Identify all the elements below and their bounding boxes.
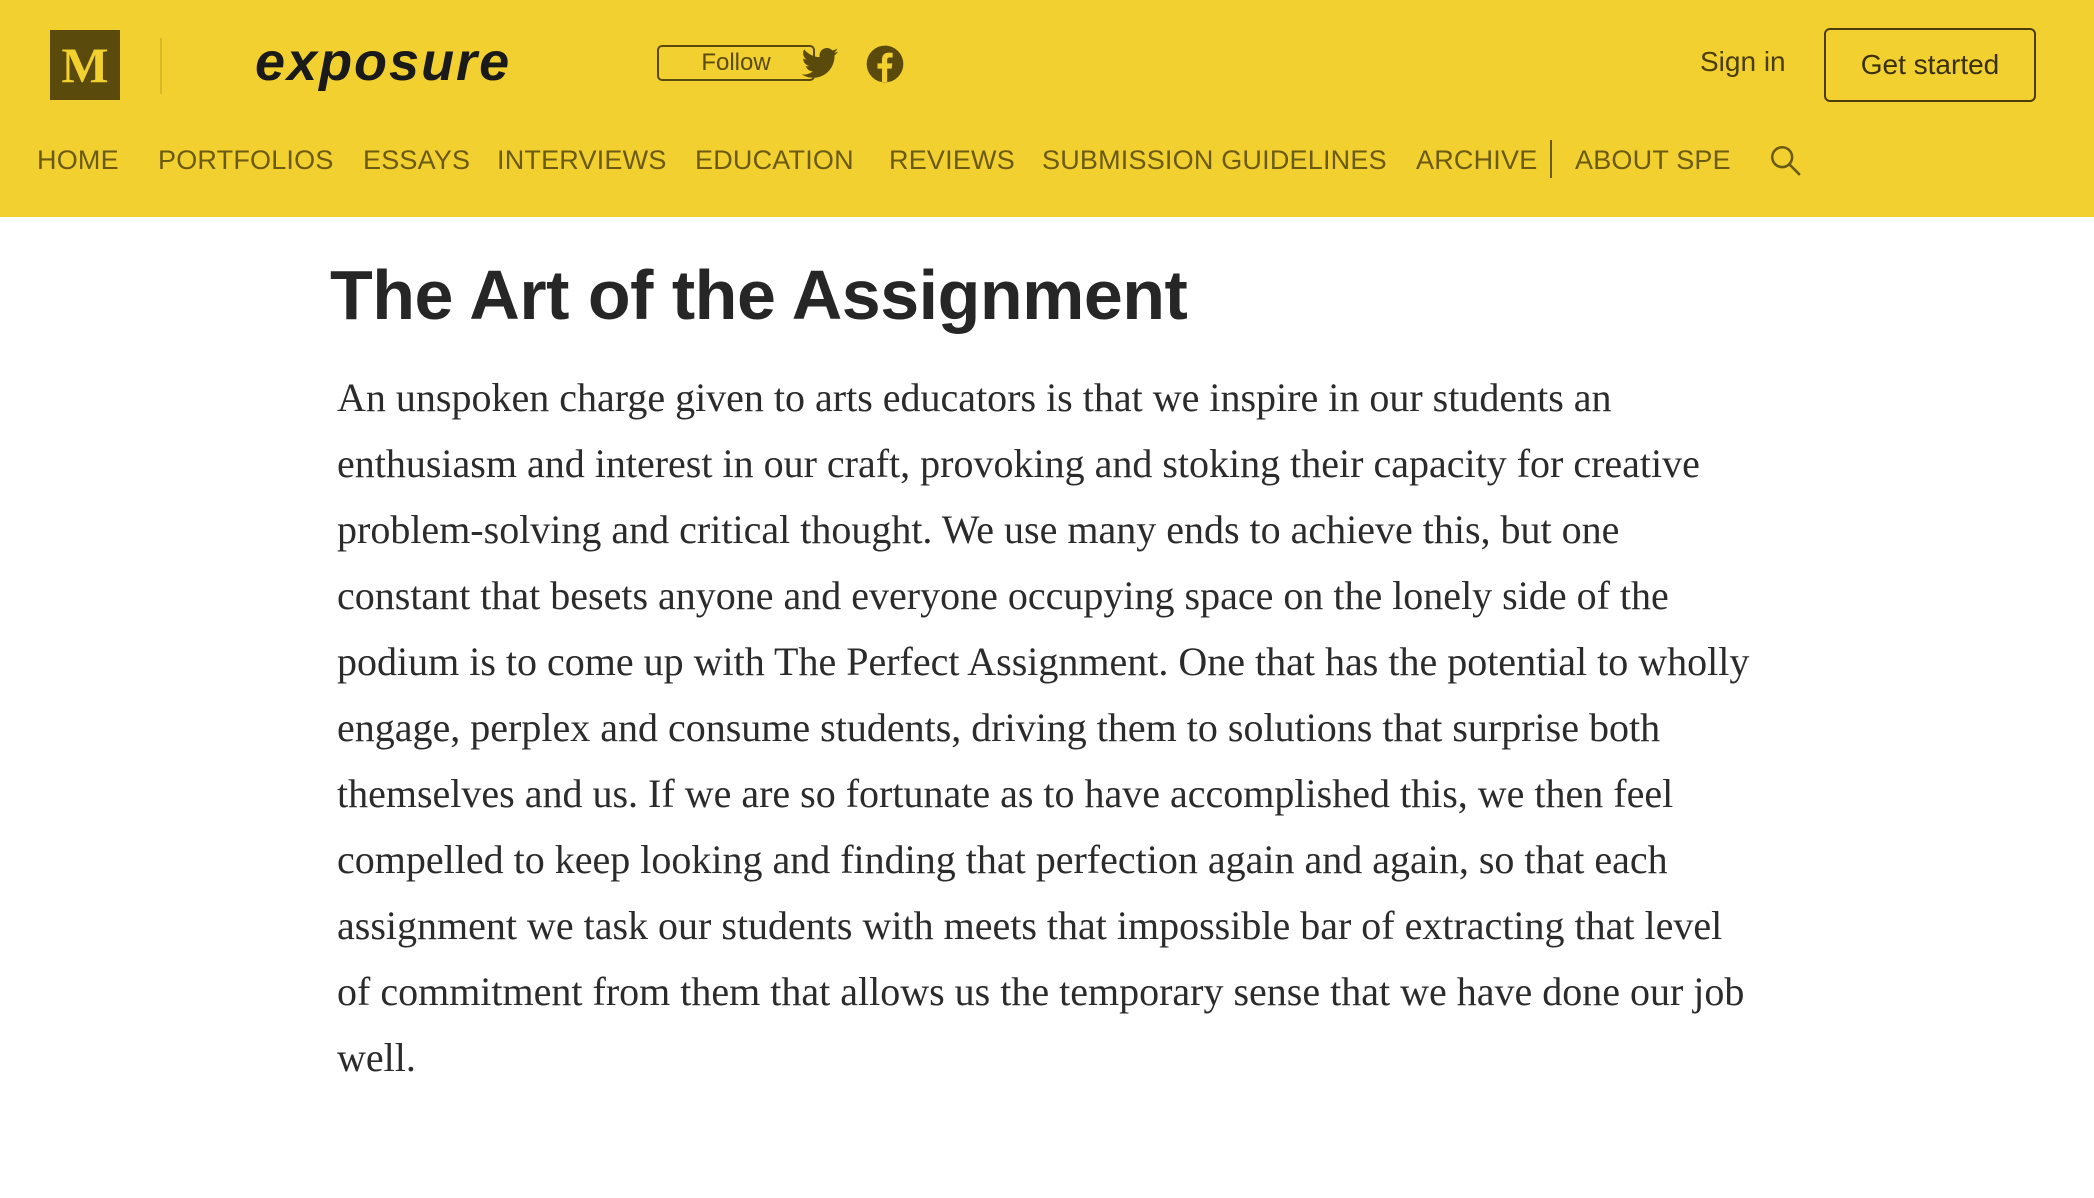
nav-item-submission-guidelines[interactable]: SUBMISSION GUIDELINES (1042, 145, 1387, 175)
nav-item-essays[interactable]: ESSAYS (363, 145, 471, 175)
nav-item-interviews[interactable]: INTERVIEWS (497, 145, 667, 175)
nav-item-portfolios[interactable]: PORTFOLIOS (158, 145, 334, 175)
publication-name[interactable]: exposure (255, 32, 512, 92)
follow-button[interactable]: Follow (657, 45, 815, 81)
article-title: The Art of the Assignment (330, 256, 1188, 334)
get-started-button[interactable]: Get started (1824, 28, 2036, 102)
logo-divider (160, 38, 162, 94)
search-icon[interactable] (1768, 143, 1802, 177)
facebook-icon[interactable] (865, 44, 905, 84)
nav-divider (1550, 140, 1552, 178)
medium-logo[interactable] (50, 30, 120, 100)
sign-in-link[interactable]: Sign in (1700, 46, 1786, 77)
nav-item-reviews[interactable]: REVIEWS (889, 145, 1015, 175)
site-header (0, 0, 2094, 217)
nav-item-about-spe[interactable]: ABOUT SPE (1575, 145, 1731, 175)
article-paragraph: An unspoken charge given to arts educators is that we inspire in our students an enthusiasm and interest in our craft, provoking and stoking their capacity for creative problem-solving and critical thought. We use many ends to achieve this, but one constant that besets anyone and everyone occupying space on the lonely side of the podium is to come up with The Perfect Assignment. One that has the potential to wholly engage, perplex and consume students, driving them to solutions that surprise both themselves and us. If we are so fortunate as to have accomplished this, we then feel compelled to keep looking and finding that perfection again and again, so that each assignment we task our students with meets that impossible bar of extracting that level of commitment from them that allows us the temporary sense that we have done our job well. (337, 375, 1750, 1080)
nav-item-home[interactable]: HOME (37, 145, 119, 175)
twitter-icon[interactable] (800, 44, 840, 84)
nav-item-archive[interactable]: ARCHIVE (1416, 145, 1538, 175)
logo-letter: M (61, 37, 109, 93)
nav-item-education[interactable]: EDUCATION (695, 145, 854, 175)
